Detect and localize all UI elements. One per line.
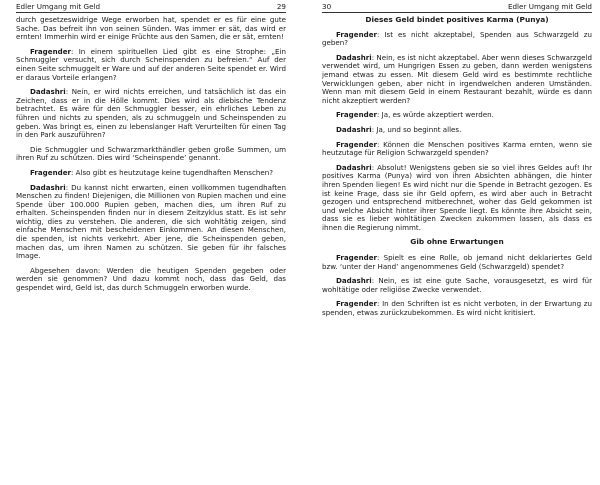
speaker-label: Dadashri bbox=[336, 124, 372, 134]
speaker-label: Fragender bbox=[336, 29, 378, 39]
running-header bbox=[322, 0, 592, 13]
header-title: Edler Umgang mit Geld bbox=[16, 2, 101, 11]
speaker-label: Fragender bbox=[336, 139, 378, 149]
paragraph: Fragender: Ist es nicht akzeptabel, Spenden aus Schwarzgeld zu geben? bbox=[322, 29, 592, 48]
speaker-label: Dadashri bbox=[336, 276, 372, 286]
paragraph: Fragender: In einem spirituellen Lied gibt es eine Strophe: „Ein Schmuggler versucht, sich durch Scheinspenden zu befreien.“ Auf der einen Seite schmuggelt er Ware und auf der anderen Seite spendet er. Wird er daraus Vorteile erlangen? bbox=[16, 46, 286, 82]
speaker-label: Dadashri bbox=[30, 182, 66, 192]
paragraph: Fragender: Ja, es würde akzeptiert werden. bbox=[336, 110, 494, 120]
speaker-label: Dadashri bbox=[30, 87, 66, 97]
running-header bbox=[16, 0, 286, 13]
speaker-label: Fragender bbox=[336, 299, 378, 309]
section-heading: Dieses Geld bindet positives Karma (Punya) bbox=[365, 15, 549, 24]
paragraph: Dadashri: Absolut! Wenigstens geben sie so viel ihres Geldes auf! Ihr positives Karma (Punya) wird von ihren Absichten abhängen, die hinter ihren Spenden liegen! Es wird nicht nur die Spende in Betracht gezogen. Es ist keine Frage, dass sie ihr Geld opfern, es wird aber auch in Betracht gezogen und entsprechend mitberechnet, woher das Geld gekommen ist und welche Absicht hinter ihrer Spende liegt. Es könnte ihre Absicht sein, dass sie es lieber wohltätigen Zwecken zukommen lassen, als dass es ihnen die Regierung nimmt. bbox=[322, 162, 592, 232]
paragraph: Fragender: Können die Menschen positives Karma ernten, wenn sie heutzutage für Religion Schwarzgeld spenden? bbox=[322, 139, 592, 158]
paragraph: Abgesehen davon: Werden die heutigen Spenden gegeben oder werden sie genommen? Und dazu kommt noch, dass das Geld, das gespendet wird, Geld ist, das durch Schmuggeln erworben wurde. bbox=[16, 265, 286, 293]
section-heading: Gib ohne Erwartungen bbox=[410, 237, 504, 247]
speaker-label: Fragender bbox=[336, 253, 378, 263]
paragraph: Dadashri: Nein, es ist eine gute Sache, vorausgesetzt, es wird für wohltätige oder religiöse Zwecke verwendet. bbox=[322, 276, 592, 294]
paragraph: Dadashri: Nein, er wird nichts erreichen, und tatsächlich ist das ein Zeichen, dass er in die Hölle kommt. Dies wird als diebische Tendenz betrachtet. Es wäre für den Schmuggler besser, ein ehrliches Leben zu führen und nichts zu spenden, als zu schmuggeln und Scheinspenden zu geben. Was bringt es, einen zu lebenslanger Haft Verurteilten für einen Tag in den Park auszuführen? bbox=[16, 87, 286, 140]
paragraph: Die Schmuggler und Schwarzmarkthändler geben große Summen, um ihren Ruf zu schützen. Dies wird ‘Scheinspende’ genannt. bbox=[16, 144, 286, 163]
body-text bbox=[16, 16, 286, 293]
page-number: 30 bbox=[322, 2, 332, 11]
paragraph: Fragender: In den Schriften ist es nicht verboten, in der Erwartung zu spenden, etwas zurückzubekommen. Es wird nicht kritisiert. bbox=[322, 299, 592, 318]
speaker-label: Fragender bbox=[30, 46, 72, 56]
right-page bbox=[322, 0, 592, 485]
speaker-label: Fragender bbox=[30, 167, 72, 177]
speaker-label: Fragender bbox=[336, 110, 378, 120]
header-title: Edler Umgang mit Geld bbox=[507, 2, 592, 11]
paragraph: Fragender: Spielt es eine Rolle, ob jemand nicht deklariertes Geld bzw. ‘unter der Hand’ angenommenes Geld (Schwarzgeld) spendet? bbox=[322, 253, 592, 271]
paragraph: Dadashri: Nein, es ist nicht akzeptabel. Aber wenn dieses Schwarzgeld verwendet wird, um Hungrigen Essen zu geben, dann werden wenigstens jemand etwas zu essen. Mit diesem Geld wird es bestimmte rechtliche Verwicklungen geben, aber nicht in irgendwelchen anderen Umständen. Wenn man mit diesem Geld in einem Restaurant bezahlt, würde es dann nicht akzeptiert werden? bbox=[322, 52, 592, 105]
paragraph: durch gesetzeswidrige Wege erworben hat, spendet er es für eine gute Sache. Das befreit ihn von seinen Sünden. Was immer er sät, das wird er ernten! Immerhin wird er einige Früchte aus den Samen, die er sät, ernten! bbox=[16, 15, 286, 42]
speaker-label: Dadashri bbox=[336, 52, 372, 62]
paragraph: Fragender: Also gibt es heutzutage keine tugendhaften Menschen? bbox=[30, 167, 273, 177]
paragraph: Dadashri: Ja, und so beginnt alles. bbox=[336, 124, 462, 134]
left-page bbox=[16, 0, 286, 485]
paragraph: Dadashri: Du kannst nicht erwarten, einen vollkommen tugendhaften Menschen zu finden! Diejenigen, die Millionen von Rupien machen und eine Spende über 100.000 Rupien geben, machen dies, um ihren Ruf zu erhalten. Scheinspenden finden nur in diesem Zeitzyklus statt. Es ist sehr wichtig, dies zu verstehen. Die anderen, die sich wohltätig zeigen, sind einfache Menschen mit bescheidenen Einkommen. An diesen Menschen, die spenden, ist nichts verkehrt. Aber jene, die Scheinspenden geben, machen das, um ihren Namen zu schützen. Sie geben für ihr falsches Image. bbox=[16, 182, 286, 261]
speaker-label: Dadashri bbox=[336, 162, 372, 172]
body-text bbox=[322, 16, 592, 318]
page-number: 29 bbox=[276, 2, 286, 11]
